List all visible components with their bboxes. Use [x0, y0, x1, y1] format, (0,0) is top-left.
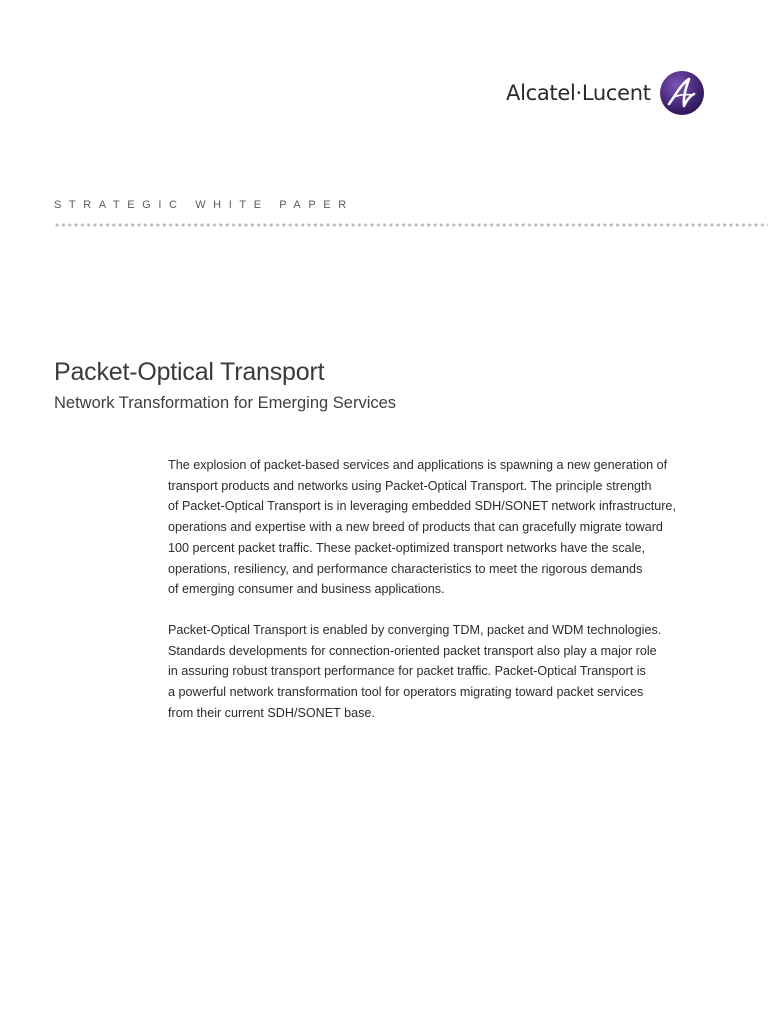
abstract-paragraph-2: Packet-Optical Transport is enabled by converging TDM, packet and WDM technologies. Standards developments for connection-oriented packet transport also play a major role in assuring robust transport performance for packet traffic. Packet-Optical Transport is a powerful network transformation tool for operators migrating toward packet services from their current SDH/SONET base.: [168, 622, 662, 720]
brand-logo: [506, 70, 705, 116]
document-type-label: STRATEGIC WHITE PAPER: [54, 199, 354, 211]
page-subtitle: Network Transformation for Emerging Services: [54, 394, 397, 412]
dotted-divider: [54, 222, 768, 228]
alcatel-lucent-logo-icon: [659, 70, 705, 116]
brand-name: Alcatel·Lucent: [506, 81, 651, 105]
abstract-paragraph-1: The explosion of packet-based services and applications is spawning a new generation of transport products and networks using Packet-Optical Transport. The principle strength of Packet-Optical Transport is in leveraging embedded SDH/SONET network infrastructure, operations and expertise with a new breed of products that can gracefully migrate toward 100 percent packet traffic. These packet-optimized transport networks have the scale, operations, resiliency, and performance characteristics to meet the rigorous demands of emerging consumer and business applications.: [168, 458, 676, 597]
page-title: Packet-Optical Transport: [54, 358, 325, 386]
abstract: [168, 455, 728, 743]
